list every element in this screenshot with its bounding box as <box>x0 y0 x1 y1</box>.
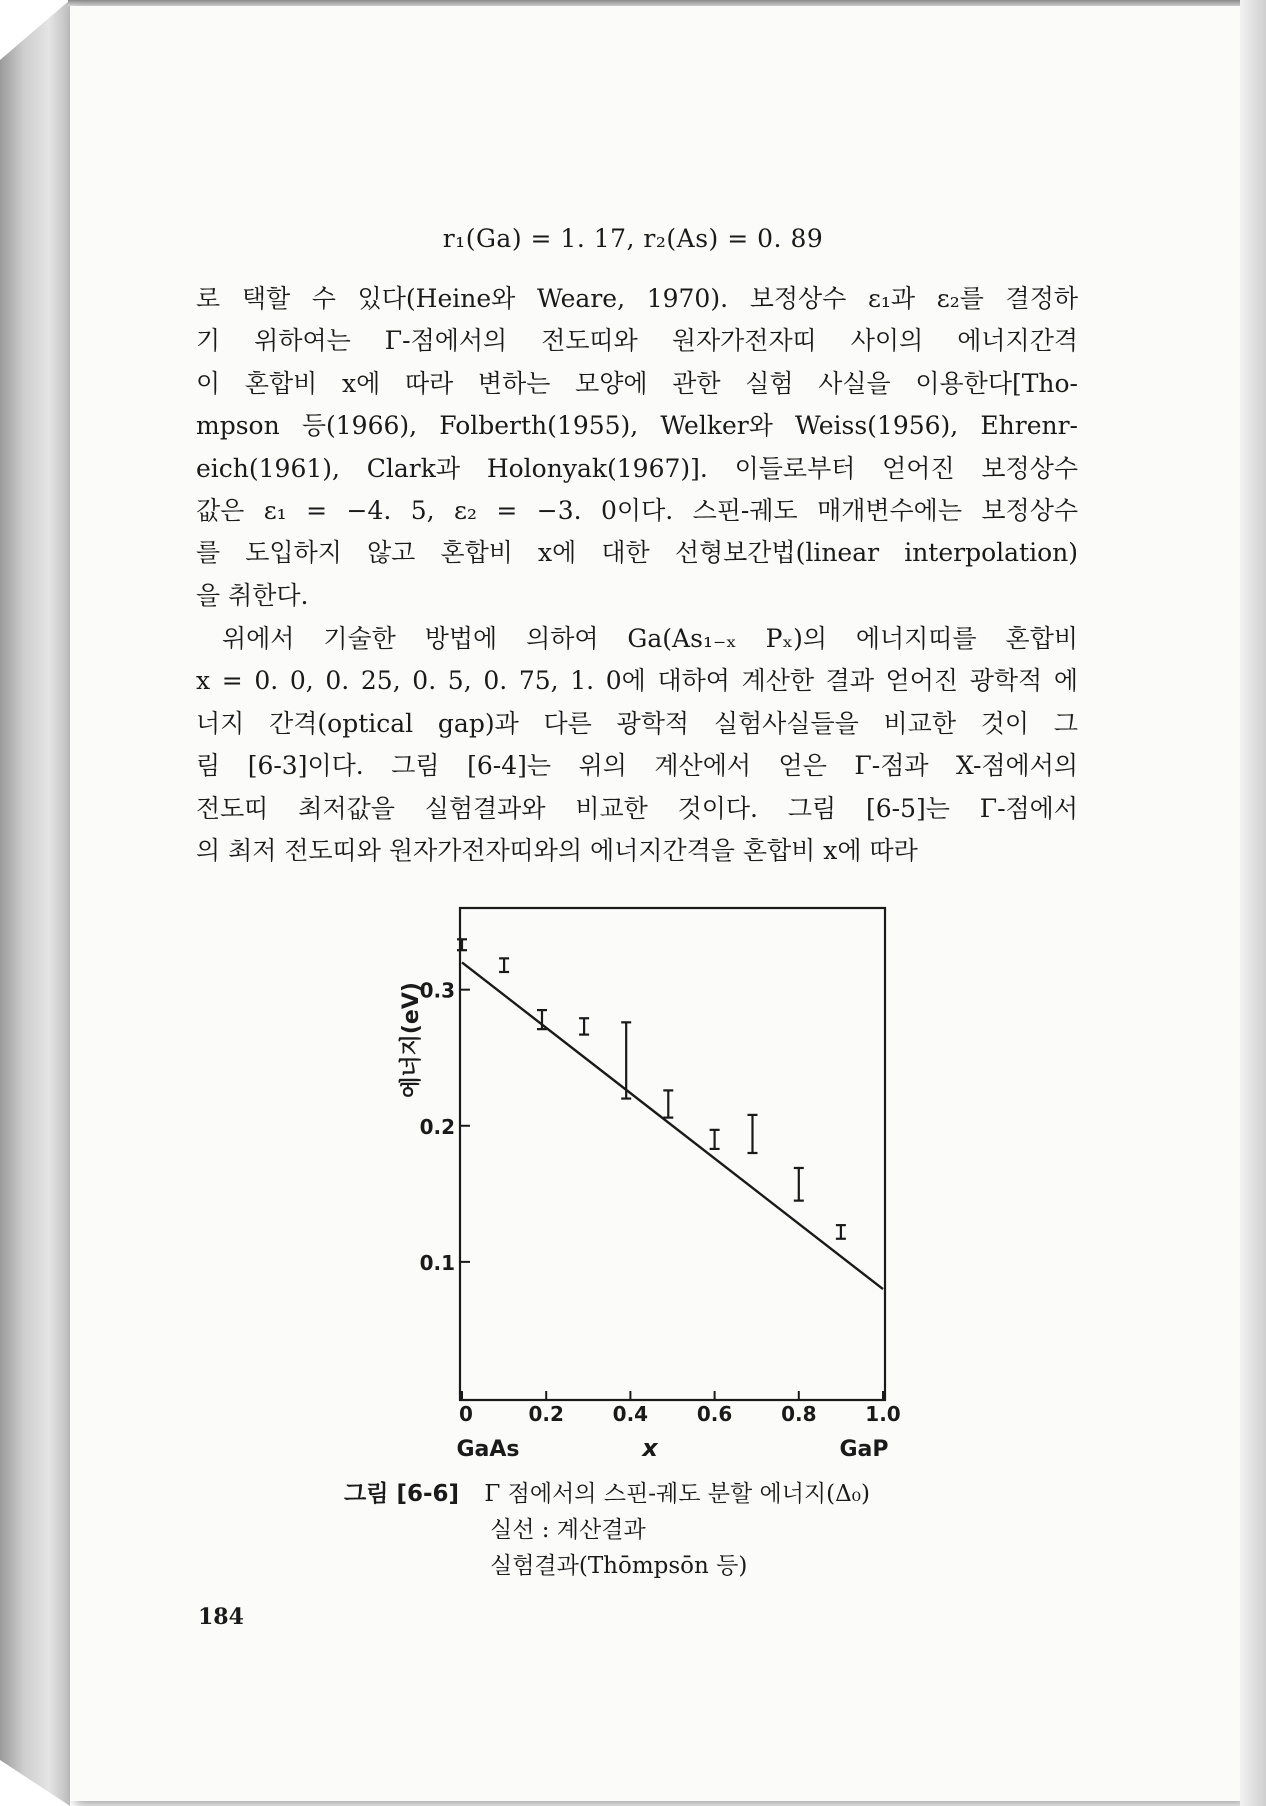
y-tick-label: 0.2 <box>419 1114 455 1139</box>
text-line: 이 혼합비 x에 따라 변하는 모양에 관한 실험 사실을 이용한다[Tho- <box>196 368 1078 398</box>
text-line: 전도띠 최저값을 실험결과와 비교한 것이다. 그림 [6-5]는 Γ-점에서 <box>196 793 1078 823</box>
page-shadow <box>1240 0 1266 1806</box>
text-line: 로 택할 수 있다(Heine와 Weare, 1970). 보정상수 ε₁과 ε₂를 결정하 <box>196 284 1078 313</box>
figure-label: 그림 [6-6] <box>344 1481 460 1507</box>
y-axis-label: 에너지(eV) <box>399 982 424 1098</box>
text-line: mpson 등(1966), Folberth(1955), Welker와 Weiss(1956), Ehrenr- <box>196 411 1078 441</box>
x-axis-label: x <box>642 1434 658 1462</box>
x-tick-label: 0.2 <box>528 1402 564 1426</box>
text-line: 너지 간격(optical gap)과 다른 광학적 실험사실들을 비교한 것이 그 <box>196 708 1078 738</box>
x-label-gap: GaP <box>839 1437 889 1462</box>
text-line: eich(1961), Clark과 Holonyak(1967)]. 이들로부터 얻어진 보정상수 <box>196 453 1078 483</box>
y-tick-label: 0.3 <box>419 978 455 1003</box>
x-tick-label: 1.0 <box>865 1402 901 1426</box>
text-line: 의 최저 전도띠와 원자가전자띠와의 에너지간격을 혼합비 x에 따라 <box>196 836 918 866</box>
formula: r₁(Ga) = 1. 17, r₂(As) = 0. 89 <box>442 224 824 253</box>
page-number: 184 <box>198 1604 244 1630</box>
text-line: 을 취한다. <box>196 580 309 610</box>
paragraph-2 <box>196 618 1078 872</box>
text-line: 림 [6-3]이다. 그림 [6-4]는 위의 계산에서 얻은 Γ-점과 X-점에서의 <box>196 751 1078 781</box>
caption-line-3: 실험결과(Thōmpsōn 등) <box>490 1553 748 1579</box>
book-edge <box>0 0 70 1806</box>
caption-line-2: 실선 : 계산결과 <box>490 1517 646 1543</box>
x-tick-label: 0.4 <box>612 1402 649 1426</box>
text-line: x = 0. 0, 0. 25, 0. 5, 0. 75, 1. 0에 대하여 계산한 결과 얻어진 광학적 에 <box>196 666 1078 696</box>
text-line: 위에서 기술한 방법에 의하여 Ga(As₁₋ₓ Pₓ)의 에너지띠를 혼합비 <box>222 624 1078 653</box>
y-tick-label: 0.1 <box>419 1250 455 1275</box>
text-line: 기 위하여는 Γ-점에서의 전도띠와 원자가전자띠 사이의 에너지간격 <box>196 326 1078 356</box>
figure-title: Γ 점에서의 스핀-궤도 분할 에너지(Δ₀) <box>484 1481 870 1507</box>
figure-caption <box>344 1476 870 1584</box>
paragraph-1 <box>196 278 1078 617</box>
x-tick-label: 0.6 <box>696 1402 733 1426</box>
x-tick-label: 0.8 <box>781 1402 817 1426</box>
x-tick-label: 0 <box>459 1402 473 1426</box>
text-line: 값은 ε₁ = −4. 5, ε₂ = −3. 0이다. 스핀-궤도 매개변수에는 보정상수 <box>196 496 1078 526</box>
text-line: 를 도입하지 않고 혼합비 x에 대한 선형보간법(linear interpolation) <box>196 538 1078 568</box>
x-label-gaas: GaAs <box>456 1437 520 1462</box>
